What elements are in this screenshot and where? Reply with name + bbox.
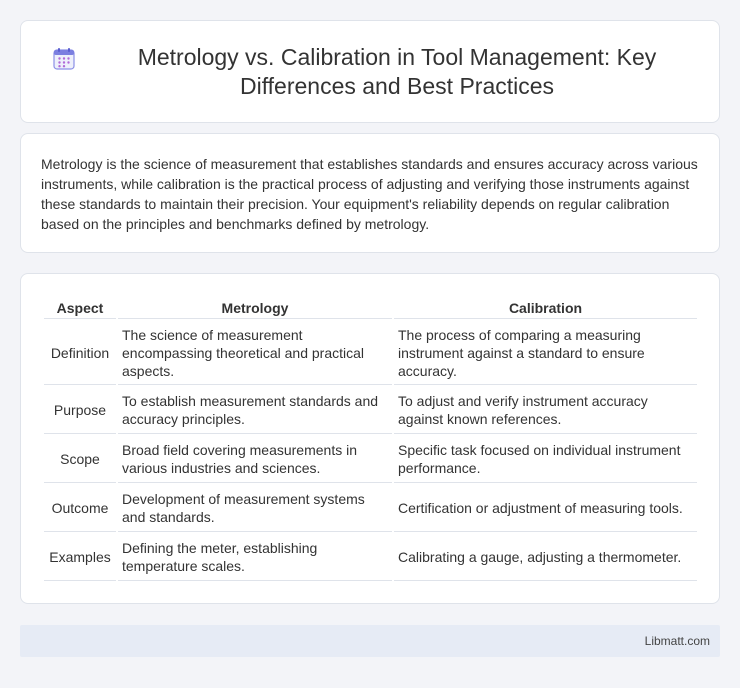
header-aspect: Aspect bbox=[44, 297, 116, 319]
intro-paragraph: Metrology is the science of measurement that establishes standards and ensures accuracy across various instruments, while calibration is the practical process of adjusting and verifying those instruments against these standards to maintain their precision. Your equipment's reliability depends on regular calibration based on the principles and benchmarks defined by metrology. bbox=[41, 156, 698, 232]
row-calibration: To adjust and verify instrument accuracy against known references. bbox=[394, 387, 697, 434]
header-calibration: Calibration bbox=[394, 297, 697, 319]
table-row bbox=[44, 387, 697, 434]
page-title: Metrology vs. Calibration in Tool Management: Key Differences and Best Practices bbox=[137, 43, 657, 99]
row-aspect: Outcome bbox=[44, 485, 116, 532]
row-calibration: Specific task focused on individual instrument performance. bbox=[394, 436, 697, 483]
comparison-card bbox=[20, 273, 720, 604]
table-row bbox=[44, 485, 697, 532]
header-card bbox=[20, 20, 720, 123]
row-calibration: Calibrating a gauge, adjusting a thermometer. bbox=[394, 534, 697, 581]
row-aspect: Examples bbox=[44, 534, 116, 581]
row-metrology: Defining the meter, establishing temperature scales. bbox=[118, 534, 392, 581]
table-row bbox=[44, 534, 697, 581]
row-metrology: To establish measurement standards and accuracy principles. bbox=[118, 387, 392, 434]
calendar-icon bbox=[51, 46, 77, 72]
table-row bbox=[44, 321, 697, 385]
row-aspect: Definition bbox=[44, 321, 116, 385]
row-calibration: Certification or adjustment of measuring tools. bbox=[394, 485, 697, 532]
footer-bar bbox=[20, 625, 720, 657]
footer-brand[interactable]: Libmatt.com bbox=[644, 634, 710, 648]
table-row bbox=[44, 436, 697, 483]
row-metrology: Development of measurement systems and standards. bbox=[118, 485, 392, 532]
row-aspect: Scope bbox=[44, 436, 116, 483]
table-header-row bbox=[44, 297, 697, 319]
row-metrology: Broad field covering measurements in various industries and sciences. bbox=[118, 436, 392, 483]
row-calibration: The process of comparing a measuring instrument against a standard to ensure accuracy. bbox=[394, 321, 697, 385]
row-metrology: The science of measurement encompassing theoretical and practical aspects. bbox=[118, 321, 392, 385]
intro-card bbox=[20, 133, 720, 253]
row-aspect: Purpose bbox=[44, 387, 116, 434]
header-metrology: Metrology bbox=[118, 297, 392, 319]
comparison-table bbox=[42, 295, 699, 583]
